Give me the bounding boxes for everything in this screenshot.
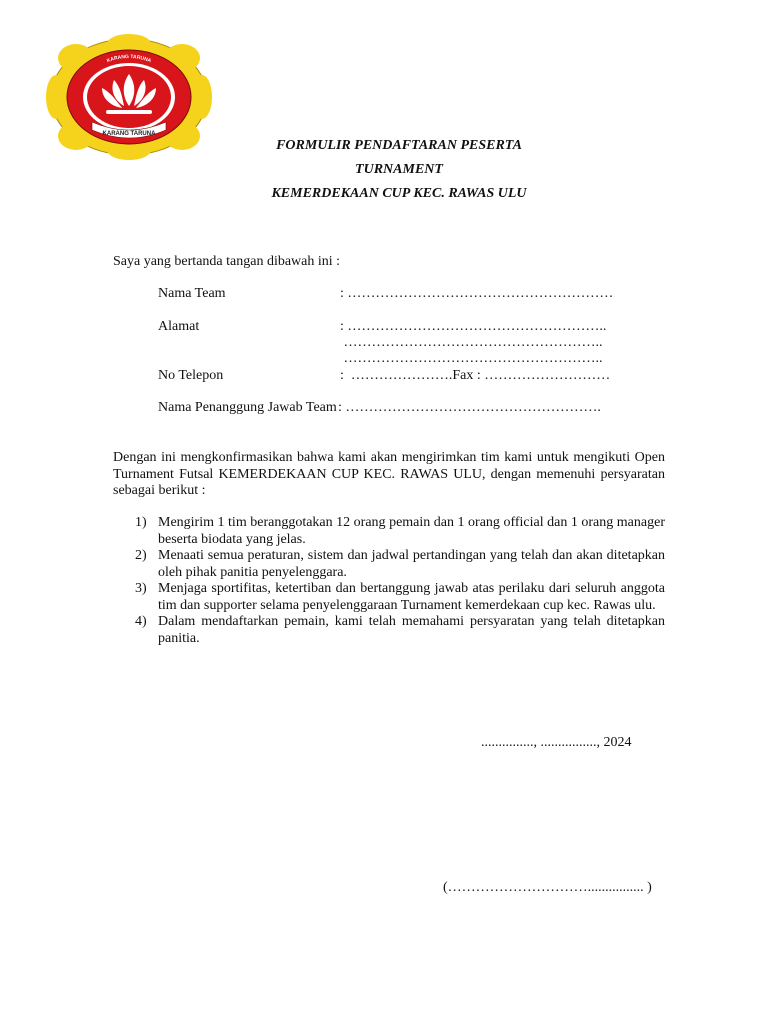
phone-fax-field[interactable]: : ………………….Fax : ……………………… bbox=[340, 368, 611, 383]
list-item bbox=[113, 581, 665, 614]
signature-line[interactable]: (…………………………................ ) bbox=[443, 880, 652, 895]
responsible-person-label: Nama Penanggung Jawab Team bbox=[158, 400, 337, 415]
list-item-text: Menjaga sportifitas, ketertiban dan bertanggung jawab atas perilaku dari seluruh anggota tim dan supporter selama penyelenggaraan Turnament kemerdekaan cup kec. Rawas ulu. bbox=[158, 581, 665, 613]
list-item bbox=[113, 515, 665, 548]
list-item bbox=[113, 548, 665, 581]
team-name-label: Nama Team bbox=[158, 286, 226, 301]
address-field-line-1[interactable]: : ……………………………………………….. bbox=[340, 319, 607, 334]
list-item-number: 3) bbox=[135, 581, 147, 596]
responsible-person-field[interactable]: : ………………………………………………. bbox=[338, 400, 601, 415]
phone-label: No Telepon bbox=[158, 368, 224, 383]
intro-text: Saya yang bertanda tangan dibawah ini : bbox=[113, 254, 341, 269]
address-label: Alamat bbox=[158, 319, 200, 334]
list-item-text: Dalam mendaftarkan pemain, kami telah memahami persyaratan yang telah ditetapkan panitia. bbox=[158, 614, 665, 646]
form-subtitle: TURNAMENT bbox=[355, 162, 443, 177]
list-item-text: Menaati semua peraturan, sistem dan jadwal pertandingan yang telah dan akan ditetapkan oleh pihak panitia penyelenggara. bbox=[158, 548, 665, 580]
logo-ring-text: KARANG TARUNA bbox=[105, 53, 153, 65]
logo-banner-text: KARANG TARUNA bbox=[102, 131, 156, 137]
date-line[interactable]: ..............., ................, 2024 bbox=[481, 735, 632, 750]
requirements-list bbox=[113, 515, 665, 647]
confirmation-paragraph: Dengan ini mengkonfirmasikan bahwa kami akan mengirimkan tim kami untuk mengikuti Open Turnament Futsal KEMERDEKAAN CUP KEC. RAWAS ULU, dengan memenuhi persyaratan sebagai berikut : bbox=[113, 450, 665, 498]
form-event-name: KEMERDEKAAN CUP KEC. RAWAS ULU bbox=[271, 186, 527, 201]
list-item-text: Mengirim 1 tim beranggotakan 12 orang pemain dan 1 orang official dan 1 orang manager beserta biodata yang jelas. bbox=[158, 515, 665, 547]
list-item bbox=[113, 614, 665, 647]
team-name-field[interactable]: : ………………………………………………… bbox=[340, 286, 614, 301]
list-item-number: 1) bbox=[135, 515, 147, 530]
address-field-line-2[interactable]: ……………………………………………….. bbox=[340, 335, 603, 350]
list-item-number: 4) bbox=[135, 614, 147, 629]
form-title: FORMULIR PENDAFTARAN PESERTA bbox=[276, 138, 522, 153]
list-item-number: 2) bbox=[135, 548, 147, 563]
address-field-line-3[interactable]: ……………………………………………….. bbox=[340, 351, 603, 366]
